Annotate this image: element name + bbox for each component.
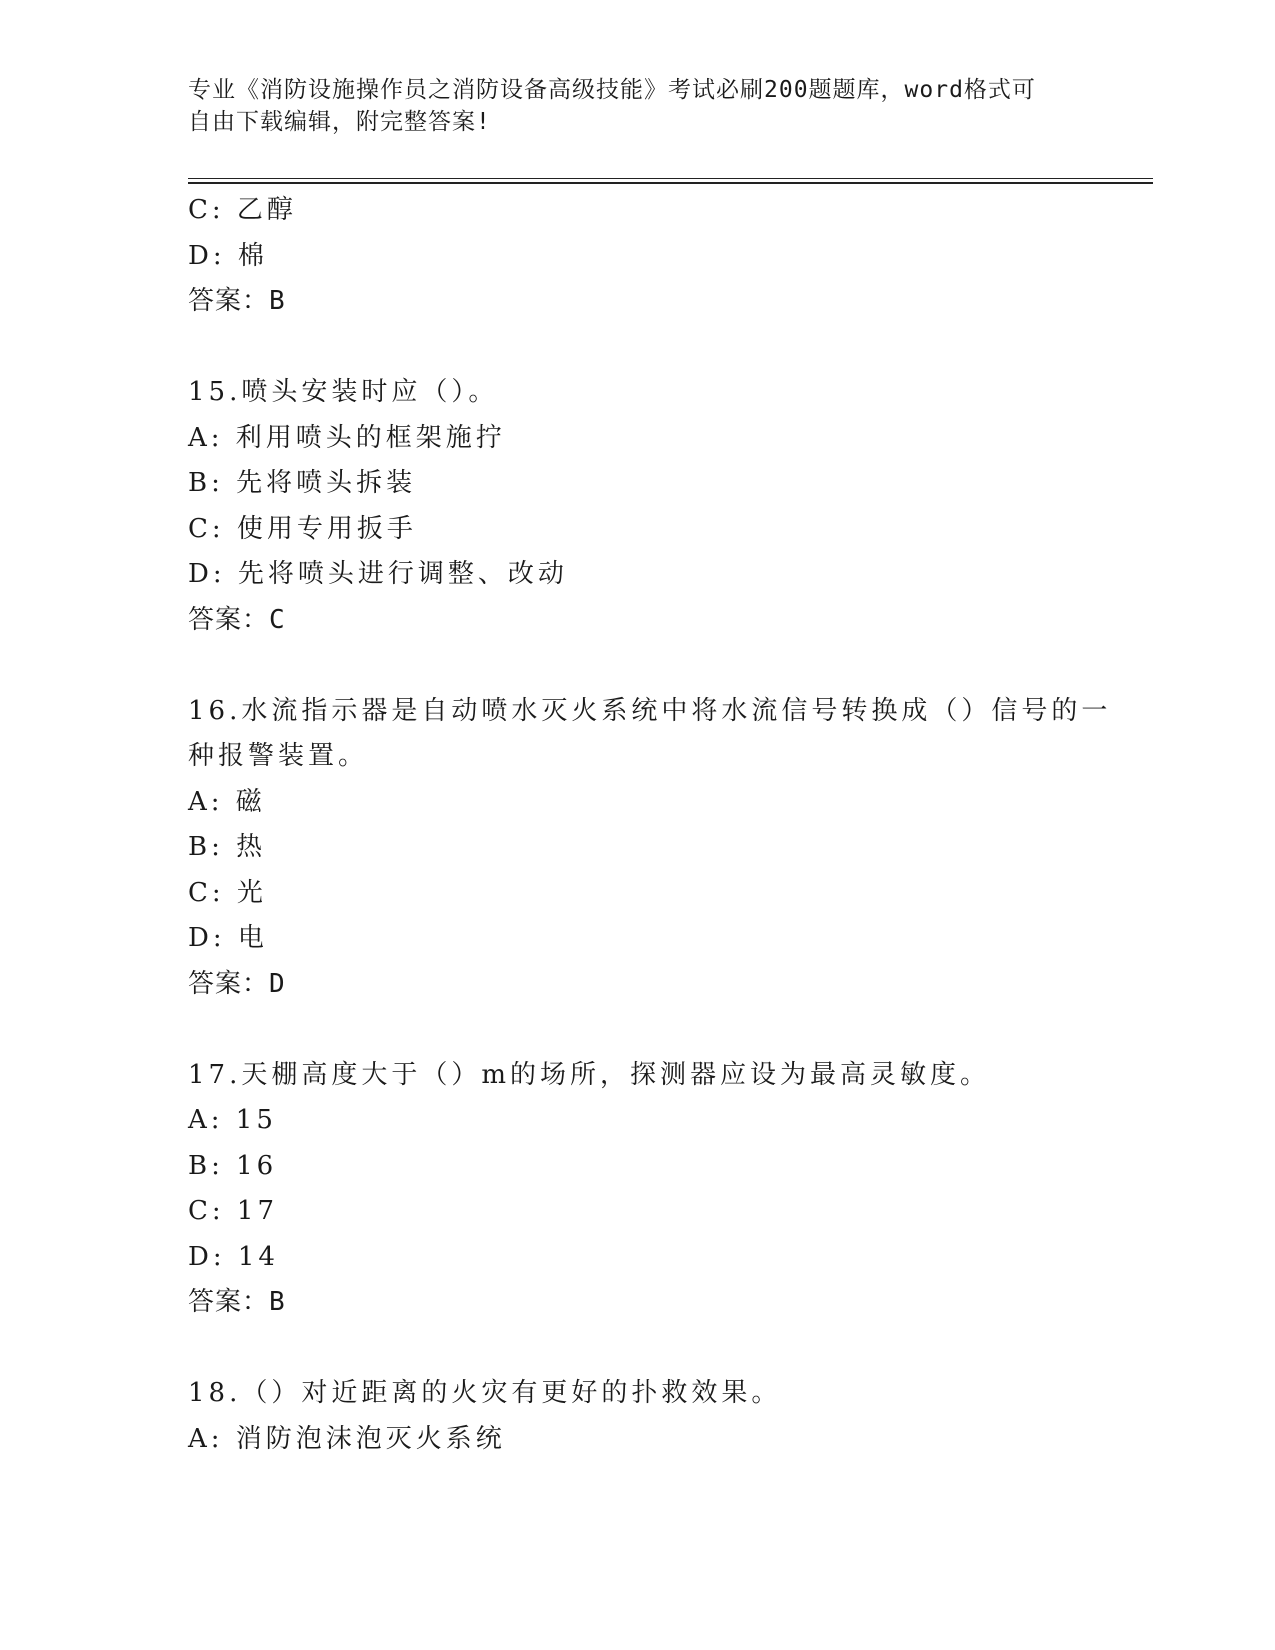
option-a: A: 15 — [188, 1105, 277, 1135]
question-text-line1: 16.水流指示器是自动喷水灭火系统中将水流信号转换成（）信号的一 — [188, 695, 1112, 726]
header-divider-thick — [188, 182, 1153, 184]
spacer — [188, 325, 1088, 371]
option-b: B: 热 — [188, 832, 267, 862]
answer-line: 答案：B — [188, 286, 286, 316]
option-d: D: 棉 — [188, 240, 268, 271]
header-title-line2: 自由下载编辑，附完整答案! — [188, 109, 491, 135]
header-title-line1: 专业《消防设施操作员之消防设备高级技能》考试必刷200题题库，word格式可 — [188, 77, 1036, 103]
document-header — [188, 74, 1068, 138]
question-block-18 — [188, 1371, 1088, 1462]
question-block-17 — [188, 1053, 1088, 1326]
option-a: A: 磁 — [188, 786, 266, 817]
question-block-15 — [188, 370, 1088, 643]
answer-line: 答案：D — [188, 968, 286, 999]
option-c: C: 乙醇 — [188, 195, 297, 225]
header-divider-thin — [188, 178, 1153, 179]
option-b: B: 16 — [188, 1150, 278, 1181]
answer-line: 答案：C — [188, 604, 286, 635]
option-d: D: 14 — [188, 1241, 279, 1272]
option-a: A: 利用喷头的框架施拧 — [188, 422, 506, 453]
question-list — [188, 188, 1112, 1462]
question-text: 18.（）对近距离的火灾有更好的扑救效果。 — [188, 1378, 782, 1408]
spacer — [188, 643, 1088, 689]
question-block-prev — [188, 188, 1088, 325]
option-c: C: 17 — [188, 1196, 279, 1226]
question-text: 15.喷头安装时应（）。 — [188, 377, 499, 407]
option-b: B: 先将喷头拆装 — [188, 468, 417, 498]
spacer — [188, 1326, 1088, 1372]
answer-line: 答案：B — [188, 1287, 286, 1317]
question-text-line2: 种报警装置。 — [188, 741, 369, 771]
option-d: D: 先将喷头进行调整、改动 — [188, 559, 568, 589]
option-c: C: 使用专用扳手 — [188, 513, 417, 544]
question-block-16 — [188, 689, 1112, 1008]
question-text: 17.天棚高度大于（）m的场所，探测器应设为最高灵敏度。 — [188, 1059, 991, 1090]
spacer — [188, 1007, 1088, 1053]
option-a: A: 消防泡沫泡灭火系统 — [188, 1423, 506, 1454]
option-d: D: 电 — [188, 923, 268, 953]
option-c: C: 光 — [188, 877, 267, 908]
